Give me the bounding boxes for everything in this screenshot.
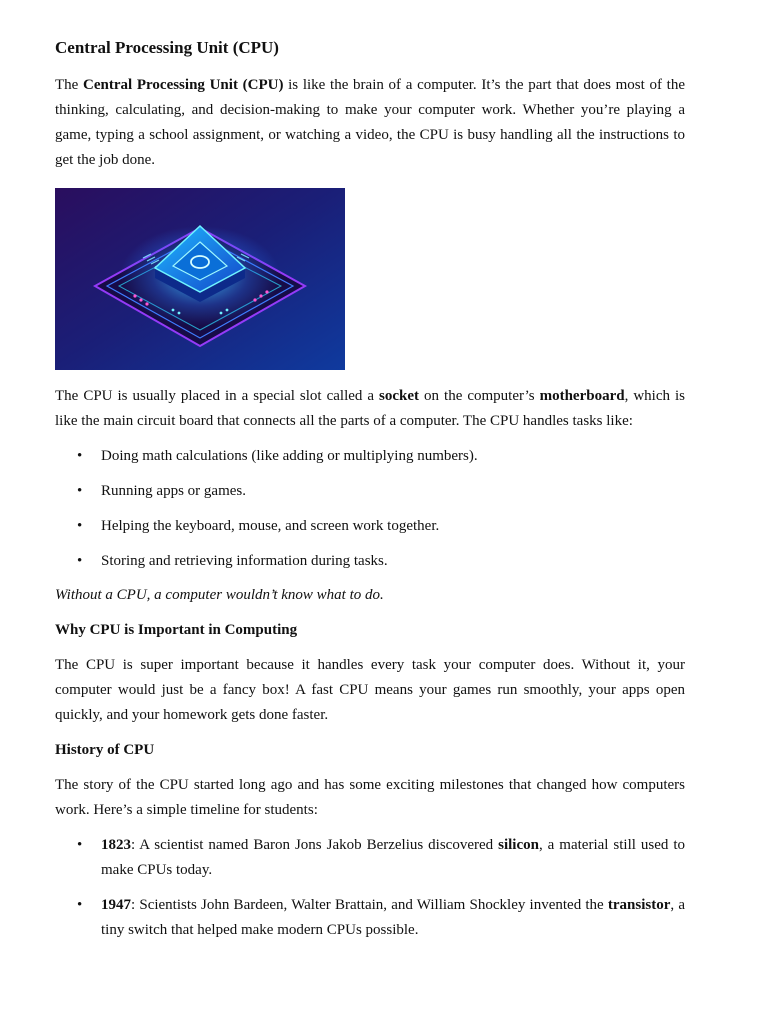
timeline-text: , a tiny switch that helped make modern CPUs possible. (101, 897, 685, 938)
timeline-text: , a material still used to make CPUs today. (101, 837, 686, 878)
socket-paragraph (55, 384, 685, 434)
tasks-list (55, 444, 685, 584)
list-item-text: Doing math calculations (like adding or multiplying numbers). (101, 448, 478, 464)
motherboard-term: motherboard (539, 388, 625, 404)
bullet-icon: • (77, 483, 83, 499)
timeline-text: : Scientists John Bardeen, Walter Brattain, and William Shockley invented the (131, 897, 608, 913)
section-heading-why: Why CPU is Important in Computing (55, 622, 298, 638)
why-paragraph: The CPU is super important because it handles every task your computer does. Without it, your computer would just be a fancy box! A fast CPU means your games run smoothly, your apps open quickly, and your homework gets done faster. (55, 657, 685, 723)
timeline-year: 1823 (101, 837, 131, 853)
list-item (55, 479, 685, 514)
socket-term: socket (379, 388, 420, 404)
cpu-chip-illustration (55, 188, 345, 370)
socket-text-1: The CPU is usually placed in a special slot called a (55, 388, 380, 404)
bullet-icon: • (77, 837, 83, 853)
italic-note: Without a CPU, a computer wouldn’t know what to do. (55, 587, 384, 603)
timeline-term: transistor (607, 897, 671, 913)
list-item-text: Running apps or games. (101, 483, 246, 499)
timeline-year: 1947 (101, 897, 131, 913)
list-item (55, 833, 685, 883)
list-item (55, 444, 685, 479)
socket-text-2: on the computer’s (419, 388, 540, 404)
bullet-icon: • (77, 448, 83, 464)
bullet-icon: • (77, 553, 83, 569)
timeline-text: : A scientist named Baron Jons Jakob Berzelius discovered (131, 837, 499, 853)
list-item (55, 549, 685, 584)
list-item-text: Helping the keyboard, mouse, and screen work together. (101, 518, 440, 534)
timeline-list (55, 833, 685, 953)
bullet-icon: • (77, 518, 83, 534)
intro-lead: The (55, 77, 84, 93)
list-item (55, 893, 685, 943)
intro-paragraph (55, 73, 685, 173)
intro-rest: is like the brain of a computer. It’s the part that does most of the thinking, calculating, and decision-making to make your computer work. Whether you’re playing a game, typing a school assignment, or watching a video, the CPU is busy handling all the instructions to get the job done. (55, 77, 685, 168)
page-title: Central Processing Unit (CPU) (55, 38, 279, 57)
bullet-icon: • (77, 897, 83, 913)
socket-text-3: , which is like the main circuit board that connects all the parts of a computer. The CPU handles tasks like: (55, 388, 685, 429)
list-item-text: Storing and retrieving information during tasks. (101, 553, 388, 569)
intro-bold-term: Central Processing Unit (CPU) (83, 77, 284, 93)
history-intro-paragraph: The story of the CPU started long ago and has some exciting milestones that changed how computers work. Here’s a simple timeline for students: (55, 777, 685, 818)
timeline-term: silicon (498, 837, 539, 853)
section-heading-history: History of CPU (55, 742, 155, 758)
list-item (55, 514, 685, 549)
